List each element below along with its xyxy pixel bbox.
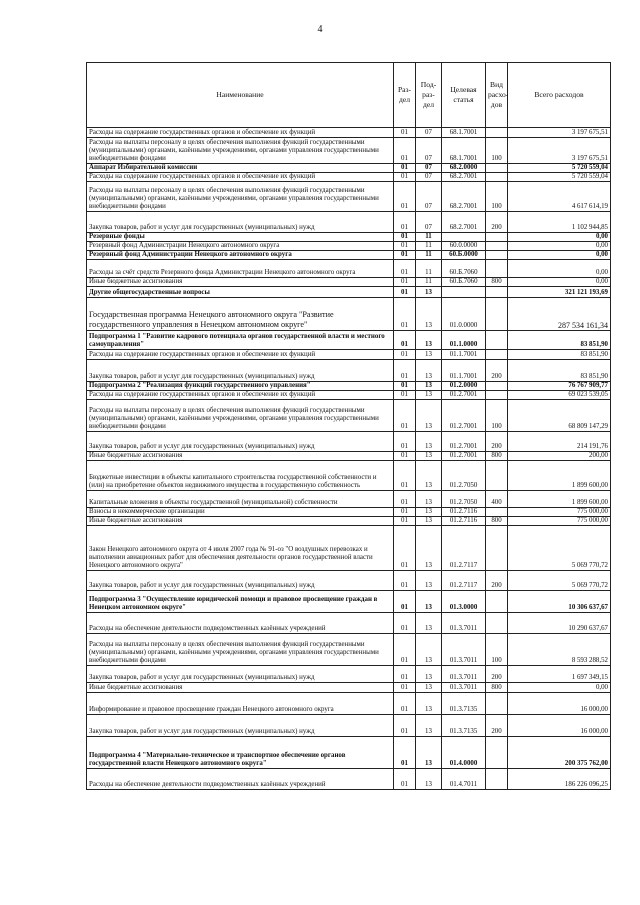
table-row <box>87 769 611 790</box>
cell-total: 3 197 675,51 <box>508 128 611 138</box>
cell-celevaya-statya: 01.3.7011 <box>442 683 486 693</box>
cell-celevaya-statya: 01.3.7135 <box>442 693 486 715</box>
table-row <box>87 242 611 251</box>
cell-celevaya-statya: 01.3.0000 <box>442 591 486 613</box>
cell-razdel: 01 <box>394 737 416 769</box>
cell-celevaya-statya: 01.3.7011 <box>442 634 486 666</box>
cell-total: 5 720 559,04 <box>508 173 611 182</box>
cell-total: 0,00 <box>508 683 611 693</box>
table-row <box>87 666 611 683</box>
cell-total: 1 899 600,00 <box>508 491 611 508</box>
cell-vid-rashodov <box>486 298 508 331</box>
table-row <box>87 331 611 350</box>
cell-total: 0,00 <box>508 260 611 278</box>
cell-podrazdel: 13 <box>416 508 442 517</box>
cell-name: Взносы в некоммерческие организации <box>87 508 394 517</box>
cell-vid-rashodov: 200 <box>486 212 508 233</box>
cell-podrazdel: 13 <box>416 571 442 591</box>
table-row <box>87 715 611 737</box>
cell-vid-rashodov <box>486 260 508 278</box>
cell-podrazdel: 11 <box>416 242 442 251</box>
header-celevaya-statya: Целевая статья <box>442 63 486 128</box>
cell-podrazdel: 13 <box>416 432 442 452</box>
table-row <box>87 683 611 693</box>
table-row <box>87 128 611 138</box>
cell-razdel: 01 <box>394 432 416 452</box>
cell-celevaya-statya: 68.2.7001 <box>442 173 486 182</box>
cell-celevaya-statya: 60.0.0000 <box>442 242 486 251</box>
cell-celevaya-statya: 60.Б.0000 <box>442 251 486 260</box>
cell-celevaya-statya: 01.2.7050 <box>442 491 486 508</box>
cell-razdel: 01 <box>394 613 416 634</box>
table-row <box>87 382 611 391</box>
cell-vid-rashodov: 200 <box>486 666 508 683</box>
cell-vid-rashodov <box>486 591 508 613</box>
cell-celevaya-statya: 01.2.7050 <box>442 461 486 491</box>
cell-celevaya-statya: 01.3.7135 <box>442 715 486 737</box>
table-row <box>87 251 611 260</box>
cell-vid-rashodov <box>486 287 508 298</box>
cell-total: 1 697 349,15 <box>508 666 611 683</box>
cell-razdel: 01 <box>394 461 416 491</box>
table-row <box>87 138 611 164</box>
cell-razdel: 01 <box>394 242 416 251</box>
header-vid-rashodov: Вид расхо- дов <box>486 63 508 128</box>
cell-name: Закупка товаров, работ и услуг для государственных (муниципальных) нужд <box>87 360 394 382</box>
cell-razdel: 01 <box>394 634 416 666</box>
cell-podrazdel: 13 <box>416 287 442 298</box>
table-row <box>87 173 611 182</box>
cell-name: Закупка товаров, работ и услуг для государственных (муниципальных) нужд <box>87 432 394 452</box>
cell-razdel: 01 <box>394 391 416 400</box>
cell-podrazdel: 13 <box>416 400 442 432</box>
table-row <box>87 233 611 242</box>
cell-vid-rashodov <box>486 331 508 350</box>
cell-total: 200,00 <box>508 452 611 461</box>
cell-name: Закупка товаров, работ и услуг для государственных (муниципальных) нужд <box>87 666 394 683</box>
cell-total: 214 191,76 <box>508 432 611 452</box>
cell-name: Расходы на выплаты персоналу в целях обеспечения выполнения функций государственными (муниципальными) органами, казёнными учреждениями, органами управления государственными внебюджетными фондами <box>87 400 394 432</box>
cell-podrazdel: 13 <box>416 693 442 715</box>
cell-total: 8 593 288,52 <box>508 634 611 666</box>
cell-total: 83 851,90 <box>508 331 611 350</box>
cell-razdel: 01 <box>394 517 416 526</box>
cell-razdel: 01 <box>394 233 416 242</box>
cell-total: 16 000,00 <box>508 693 611 715</box>
cell-total: 76 767 909,77 <box>508 382 611 391</box>
cell-vid-rashodov <box>486 693 508 715</box>
cell-podrazdel: 07 <box>416 164 442 173</box>
cell-name: Аппарат Избирательной комиссии <box>87 164 394 173</box>
cell-total: 200 375 762,00 <box>508 737 611 769</box>
cell-celevaya-statya: 68.1.7001 <box>442 138 486 164</box>
cell-podrazdel: 13 <box>416 517 442 526</box>
cell-podrazdel: 11 <box>416 260 442 278</box>
cell-vid-rashodov: 200 <box>486 571 508 591</box>
table-row <box>87 212 611 233</box>
cell-razdel: 01 <box>394 212 416 233</box>
cell-name: Расходы на выплаты персоналу в целях обеспечения выполнения функций государственными (муниципальными) органами, казёнными учреждениями, органами управления государственными внебюджетными фондами <box>87 182 394 212</box>
cell-celevaya-statya: 68.1.7001 <box>442 128 486 138</box>
cell-vid-rashodov <box>486 461 508 491</box>
cell-vid-rashodov <box>486 164 508 173</box>
cell-celevaya-statya: 01.3.7011 <box>442 666 486 683</box>
cell-razdel: 01 <box>394 715 416 737</box>
cell-name: Иные бюджетные ассигнования <box>87 452 394 461</box>
table-row <box>87 287 611 298</box>
cell-celevaya-statya: 68.2.0000 <box>442 164 486 173</box>
cell-celevaya-statya: 01.2.7001 <box>442 391 486 400</box>
cell-celevaya-statya: 60.Б.7060 <box>442 278 486 287</box>
table-row <box>87 737 611 769</box>
cell-vid-rashodov: 400 <box>486 491 508 508</box>
table-header-row <box>87 63 611 128</box>
cell-name: Расходы за счёт средств Резервного фонда Администрации Ненецкого автономного округа <box>87 260 394 278</box>
cell-razdel: 01 <box>394 287 416 298</box>
budget-expenditure-table <box>86 62 611 790</box>
cell-vid-rashodov: 100 <box>486 138 508 164</box>
cell-name: Государственная программа Ненецкого автономного округа "Развитие государственного управления в Ненецком автономном округе" <box>87 298 394 331</box>
table-row <box>87 634 611 666</box>
cell-name: Закупка товаров, работ и услуг для государственных (муниципальных) нужд <box>87 571 394 591</box>
table-row <box>87 517 611 526</box>
cell-podrazdel: 13 <box>416 461 442 491</box>
cell-name: Расходы на содержание государственных органов и обеспечение их функций <box>87 391 394 400</box>
cell-razdel: 01 <box>394 360 416 382</box>
cell-celevaya-statya <box>442 287 486 298</box>
cell-celevaya-statya: 01.1.7001 <box>442 350 486 360</box>
cell-total: 0,00 <box>508 233 611 242</box>
cell-vid-rashodov: 800 <box>486 278 508 287</box>
cell-razdel: 01 <box>394 591 416 613</box>
cell-razdel: 01 <box>394 491 416 508</box>
cell-vid-rashodov <box>486 526 508 571</box>
cell-vid-rashodov: 100 <box>486 634 508 666</box>
cell-podrazdel: 13 <box>416 769 442 790</box>
cell-razdel: 01 <box>394 508 416 517</box>
cell-podrazdel: 07 <box>416 212 442 233</box>
cell-podrazdel: 07 <box>416 182 442 212</box>
table-row <box>87 432 611 452</box>
cell-name: Иные бюджетные ассигнования <box>87 278 394 287</box>
cell-name: Иные бюджетные ассигнования <box>87 683 394 693</box>
header-podrazdel: Под- раз- дел <box>416 63 442 128</box>
cell-total: 16 000,00 <box>508 715 611 737</box>
cell-vid-rashodov <box>486 242 508 251</box>
cell-podrazdel: 13 <box>416 591 442 613</box>
cell-name: Резервный фонд Администрации Ненецкого автономного округа <box>87 242 394 251</box>
cell-total: 321 121 193,69 <box>508 287 611 298</box>
cell-podrazdel: 13 <box>416 526 442 571</box>
cell-name: Закупка товаров, работ и услуг для государственных (муниципальных) нужд <box>87 715 394 737</box>
cell-podrazdel: 13 <box>416 683 442 693</box>
cell-celevaya-statya: 01.1.7001 <box>442 360 486 382</box>
cell-razdel: 01 <box>394 260 416 278</box>
cell-vid-rashodov <box>486 382 508 391</box>
cell-vid-rashodov: 200 <box>486 715 508 737</box>
cell-vid-rashodov <box>486 737 508 769</box>
table-row <box>87 613 611 634</box>
cell-podrazdel: 13 <box>416 737 442 769</box>
cell-razdel: 01 <box>394 666 416 683</box>
budget-table-sheet <box>86 62 610 790</box>
cell-vid-rashodov: 800 <box>486 683 508 693</box>
cell-name: Расходы на содержание государственных органов и обеспечение их функций <box>87 128 394 138</box>
cell-name: Подпрограмма 2 "Реализация функций государственного управления" <box>87 382 394 391</box>
cell-celevaya-statya: 01.4.7011 <box>442 769 486 790</box>
cell-vid-rashodov <box>486 173 508 182</box>
cell-name: Подпрограмма 1 "Развитие кадрового потенциала органов государственной власти и местного самоуправления" <box>87 331 394 350</box>
cell-name: Расходы на выплаты персоналу в целях обеспечения выполнения функций государственными (муниципальными) органами, казёнными учреждениями, органами управления государственными внебюджетными фондами <box>87 138 394 164</box>
cell-celevaya-statya: 01.4.0000 <box>442 737 486 769</box>
cell-celevaya-statya: 01.2.7001 <box>442 432 486 452</box>
table-row <box>87 508 611 517</box>
cell-total: 5 720 559,04 <box>508 164 611 173</box>
cell-razdel: 01 <box>394 350 416 360</box>
cell-name: Резервный фонд Администрации Ненецкого автономного округа <box>87 251 394 260</box>
cell-podrazdel: 13 <box>416 634 442 666</box>
table-row <box>87 400 611 432</box>
cell-name: Расходы на содержание государственных органов и обеспечение их функций <box>87 173 394 182</box>
table-row <box>87 452 611 461</box>
cell-celevaya-statya: 01.2.7116 <box>442 508 486 517</box>
cell-celevaya-statya: 68.2.7001 <box>442 182 486 212</box>
cell-vid-rashodov <box>486 233 508 242</box>
cell-total: 186 226 096,25 <box>508 769 611 790</box>
cell-total: 0,00 <box>508 278 611 287</box>
cell-razdel: 01 <box>394 138 416 164</box>
cell-vid-rashodov: 800 <box>486 517 508 526</box>
cell-razdel: 01 <box>394 164 416 173</box>
cell-name: Расходы на выплаты персоналу в целях обеспечения выполнения функций государственными (муниципальными) органами, казёнными учреждениями, органами управления государственными внебюджетными фондами <box>87 634 394 666</box>
cell-razdel: 01 <box>394 298 416 331</box>
cell-total: 775 000,00 <box>508 517 611 526</box>
cell-podrazdel: 07 <box>416 173 442 182</box>
table-row <box>87 350 611 360</box>
cell-podrazdel: 13 <box>416 331 442 350</box>
cell-razdel: 01 <box>394 452 416 461</box>
cell-razdel: 01 <box>394 182 416 212</box>
cell-podrazdel: 13 <box>416 382 442 391</box>
cell-name: Другие общегосударственные вопросы <box>87 287 394 298</box>
cell-podrazdel: 13 <box>416 360 442 382</box>
cell-celevaya-statya: 68.2.7001 <box>442 212 486 233</box>
cell-podrazdel: 13 <box>416 715 442 737</box>
cell-razdel: 01 <box>394 683 416 693</box>
cell-vid-rashodov <box>486 769 508 790</box>
cell-podrazdel: 13 <box>416 613 442 634</box>
cell-celevaya-statya: 01.2.7116 <box>442 517 486 526</box>
cell-celevaya-statya <box>442 233 486 242</box>
cell-total: 10 306 637,67 <box>508 591 611 613</box>
cell-vid-rashodov: 200 <box>486 360 508 382</box>
table-row <box>87 260 611 278</box>
cell-podrazdel: 11 <box>416 233 442 242</box>
cell-total: 83 851,90 <box>508 350 611 360</box>
cell-name: Иные бюджетные ассигнования <box>87 517 394 526</box>
table-row <box>87 591 611 613</box>
table-row <box>87 491 611 508</box>
cell-razdel: 01 <box>394 128 416 138</box>
cell-razdel: 01 <box>394 400 416 432</box>
cell-total: 0,00 <box>508 242 611 251</box>
cell-total: 0,00 <box>508 251 611 260</box>
cell-name: Закупка товаров, работ и услуг для государственных (муниципальных) нужд <box>87 212 394 233</box>
cell-total: 3 197 675,51 <box>508 138 611 164</box>
cell-name: Резервные фонды <box>87 233 394 242</box>
table-row <box>87 360 611 382</box>
cell-name: Расходы на обеспечение деятельности подведомственных казённых учреждений <box>87 613 394 634</box>
cell-vid-rashodov: 100 <box>486 182 508 212</box>
cell-podrazdel: 13 <box>416 350 442 360</box>
page-number: 4 <box>317 24 323 35</box>
cell-celevaya-statya: 01.2.7001 <box>442 452 486 461</box>
cell-podrazdel: 13 <box>416 491 442 508</box>
cell-celevaya-statya: 01.3.7011 <box>442 613 486 634</box>
cell-total: 4 617 614,19 <box>508 182 611 212</box>
cell-celevaya-statya: 01.2.0000 <box>442 382 486 391</box>
table-row <box>87 461 611 491</box>
table-row <box>87 278 611 287</box>
cell-total: 1 102 944,85 <box>508 212 611 233</box>
cell-podrazdel: 13 <box>416 666 442 683</box>
cell-total: 1 899 600,00 <box>508 461 611 491</box>
cell-razdel: 01 <box>394 278 416 287</box>
table-row <box>87 571 611 591</box>
cell-razdel: 01 <box>394 173 416 182</box>
table-row <box>87 298 611 331</box>
cell-celevaya-statya: 01.1.0000 <box>442 331 486 350</box>
cell-celevaya-statya: 60.Б.7060 <box>442 260 486 278</box>
cell-podrazdel: 11 <box>416 278 442 287</box>
cell-podrazdel: 13 <box>416 452 442 461</box>
table-row <box>87 164 611 173</box>
cell-name: Бюджетные инвестиции в объекты капитального строительства государственной собственности и (или) на приобретение объектов недвижимого имущества в государственную собственность <box>87 461 394 491</box>
cell-vid-rashodov: 200 <box>486 432 508 452</box>
cell-celevaya-statya: 01.2.7117 <box>442 571 486 591</box>
header-total: Всего расходов <box>508 63 611 128</box>
cell-celevaya-statya: 01.2.7001 <box>442 400 486 432</box>
cell-name: Закон Ненецкого автономного округа от 4 июля 2007 года № 91-оз "О воздушных перевозках и выполнении авиационных работ для обеспечения деятельности органов государственной власти Ненецкого автономного округа" <box>87 526 394 571</box>
cell-total: 69 023 539,05 <box>508 391 611 400</box>
table-row <box>87 182 611 212</box>
cell-razdel: 01 <box>394 526 416 571</box>
cell-name: Информирование и правовое просвещение граждан Ненецкого автономного округа <box>87 693 394 715</box>
header-name: Наименование <box>87 63 394 128</box>
cell-total: 83 851,90 <box>508 360 611 382</box>
cell-podrazdel: 07 <box>416 128 442 138</box>
cell-total: 10 290 637,67 <box>508 613 611 634</box>
cell-celevaya-statya: 01.2.7117 <box>442 526 486 571</box>
cell-razdel: 01 <box>394 382 416 391</box>
cell-podrazdel: 13 <box>416 391 442 400</box>
cell-podrazdel: 07 <box>416 138 442 164</box>
cell-total: 5 069 770,72 <box>508 526 611 571</box>
cell-razdel: 01 <box>394 571 416 591</box>
cell-vid-rashodov <box>486 128 508 138</box>
cell-name: Расходы на содержание государственных органов и обеспечение их функций <box>87 350 394 360</box>
table-row <box>87 526 611 571</box>
cell-razdel: 01 <box>394 331 416 350</box>
header-razdel: Раз- дел <box>394 63 416 128</box>
cell-name: Капитальные вложения в объекты государственной (муниципальной) собственности <box>87 491 394 508</box>
cell-name: Расходы на обеспечение деятельности подведомственных казённых учреждений <box>87 769 394 790</box>
cell-total: 287 534 161,34 <box>508 298 611 331</box>
cell-podrazdel: 11 <box>416 251 442 260</box>
cell-total: 68 809 147,29 <box>508 400 611 432</box>
cell-vid-rashodov: 100 <box>486 400 508 432</box>
cell-razdel: 01 <box>394 769 416 790</box>
cell-razdel: 01 <box>394 693 416 715</box>
cell-total: 5 069 770,72 <box>508 571 611 591</box>
cell-total: 775 000,00 <box>508 508 611 517</box>
cell-razdel: 01 <box>394 251 416 260</box>
table-row <box>87 693 611 715</box>
table-body <box>87 128 611 790</box>
table-row <box>87 391 611 400</box>
cell-celevaya-statya: 01.0.0000 <box>442 298 486 331</box>
cell-vid-rashodov <box>486 350 508 360</box>
cell-name: Подпрограмма 3 "Осуществление юридической помощи и правовое просвещение граждан в Ненецком автономном округе" <box>87 591 394 613</box>
cell-podrazdel: 13 <box>416 298 442 331</box>
cell-vid-rashodov <box>486 508 508 517</box>
cell-vid-rashodov <box>486 391 508 400</box>
cell-vid-rashodov <box>486 251 508 260</box>
cell-vid-rashodov <box>486 613 508 634</box>
cell-name: Подпрограмма 4 "Материально-техническое и транспортное обеспечение органов государственной власти Ненецкого автономного округа" <box>87 737 394 769</box>
cell-vid-rashodov: 800 <box>486 452 508 461</box>
